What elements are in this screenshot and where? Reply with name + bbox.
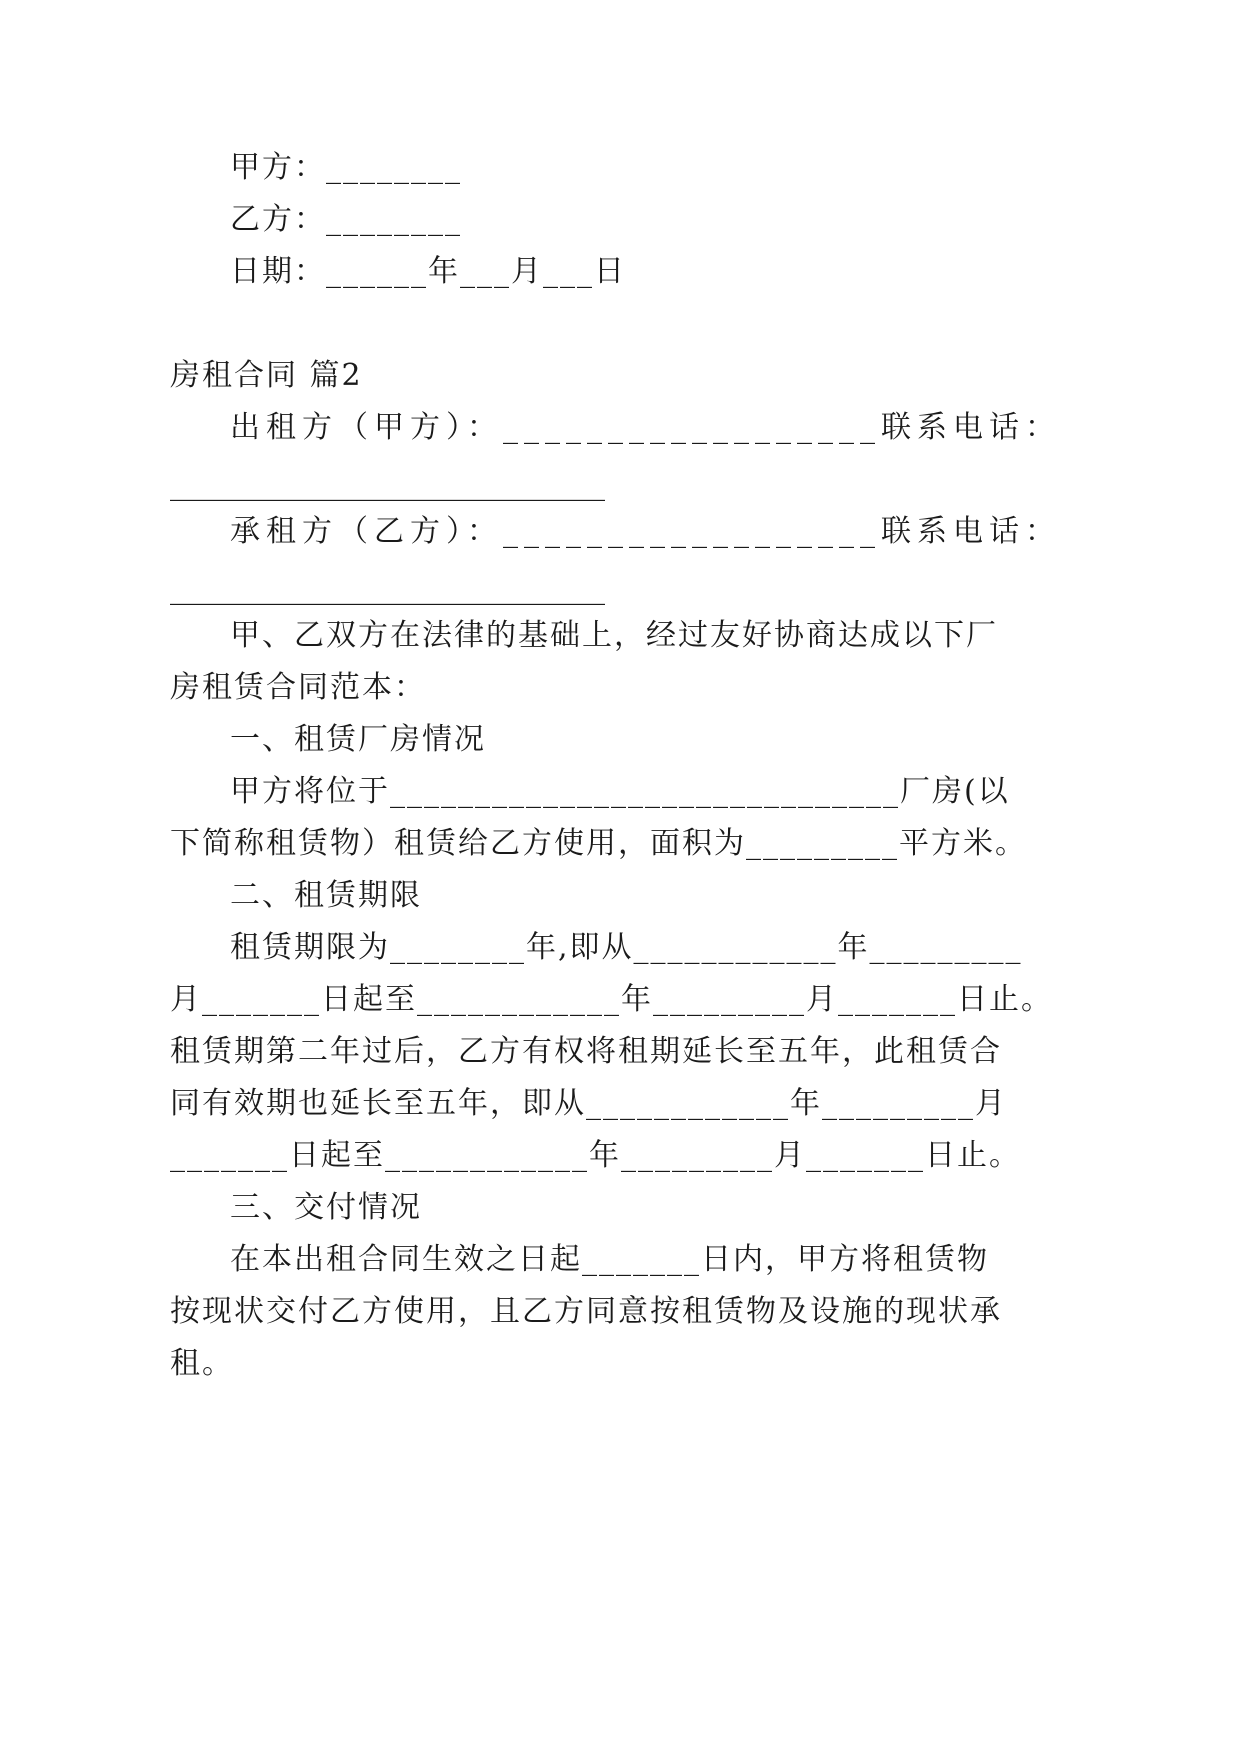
lessee-line-continued: _____________________________ (170, 571, 605, 606)
lessee-line: 承租方（乙方）：__________________联系电话： (230, 514, 1061, 549)
clause-1-line-2: 下简称租赁物）租赁给乙方使用，面积为_________平方米。 (170, 826, 1027, 861)
clause-3-heading: 三、交付情况 (230, 1190, 422, 1225)
clause-2-line-1: 租赁期限为________年,即从____________年_________ (230, 930, 1023, 965)
party-a-signature: 甲方：________ (230, 150, 462, 185)
clause-3-line-1: 在本出租合同生效之日起_______日内，甲方将租赁物 (230, 1242, 989, 1277)
clause-1-heading: 一、租赁厂房情况 (230, 722, 486, 757)
lessor-line: 出租方（甲方）：__________________联系电话： (230, 410, 1061, 445)
intro-line-2: 房租赁合同范本： (170, 670, 426, 705)
clause-3-line-2: 按现状交付乙方使用，且乙方同意按租赁物及设施的现状承 (170, 1294, 1002, 1329)
lessor-line-continued: _____________________________ (170, 467, 605, 502)
section-title: 房租合同 篇2 (170, 358, 363, 393)
intro-line-1: 甲、乙双方在法律的基础上，经过友好协商达成以下厂 (230, 618, 998, 653)
clause-2-line-5: _______日起至____________年_________月_______日止。 (170, 1138, 1021, 1173)
signature-date: 日期：______年___月___日 (230, 254, 626, 289)
clause-1-line-1: 甲方将位于______________________________厂房(以 (230, 774, 1010, 809)
clause-2-line-3: 租赁期第二年过后，乙方有权将租期延长至五年，此租赁合 (170, 1034, 1002, 1069)
clause-2-line-2: 月_______日起至____________年_________月_______日止。 (170, 982, 1053, 1017)
clause-3-line-3: 租。 (170, 1346, 234, 1381)
clause-2-line-4: 同有效期也延长至五年，即从____________年_________月 (170, 1086, 1007, 1121)
party-b-signature: 乙方：________ (230, 202, 462, 237)
clause-2-heading: 二、租赁期限 (230, 878, 422, 913)
